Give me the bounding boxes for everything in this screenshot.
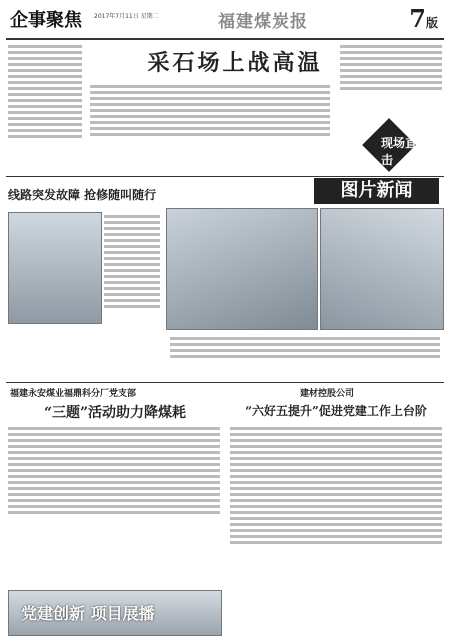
photo-caption <box>170 334 440 376</box>
news-photo-right <box>320 208 444 330</box>
badge-label: 现场直击 <box>381 136 418 167</box>
left-headline: 线路突发故障 抢修随叫随行 <box>8 188 157 202</box>
rule-top <box>6 176 444 177</box>
article-col-top-mid <box>90 82 330 166</box>
bottom-right-kicker: 建材控股公司 <box>300 389 355 399</box>
article-col-bottom-left <box>8 424 220 584</box>
article-col-top-left <box>8 42 82 202</box>
article-col-bottom-right <box>230 424 442 634</box>
rule-mid <box>6 382 444 383</box>
paper-name: 福建煤炭报 <box>218 12 308 32</box>
article-col-left-story <box>104 212 160 372</box>
photo-news-banner: 图片新闻 <box>314 178 439 204</box>
worker-photo <box>8 212 102 324</box>
page-header <box>6 4 444 40</box>
bottom-right-headline: “六好五提升”促进党建工作上台阶 <box>245 404 427 418</box>
article-col-top-right <box>340 42 442 122</box>
bottom-banner-text: 党建创新 项目展播 <box>21 604 155 623</box>
top-headline: 采石场上战高温 <box>147 50 323 76</box>
page-number <box>409 4 438 33</box>
page-label: 版 <box>425 16 438 30</box>
news-photo-left <box>166 208 318 330</box>
xianchang-badge <box>360 120 420 180</box>
bottom-left-headline: “三题”活动助力降煤耗 <box>43 405 187 421</box>
section-title: 企事聚焦 <box>10 10 82 31</box>
page-number-value: 7 <box>409 4 426 33</box>
bottom-left-kicker: 福建永安煤业福鼎科分厂党支部 <box>10 389 137 399</box>
bottom-banner <box>8 590 222 636</box>
date-line: 2017年7月11日 星期二 <box>94 13 159 20</box>
